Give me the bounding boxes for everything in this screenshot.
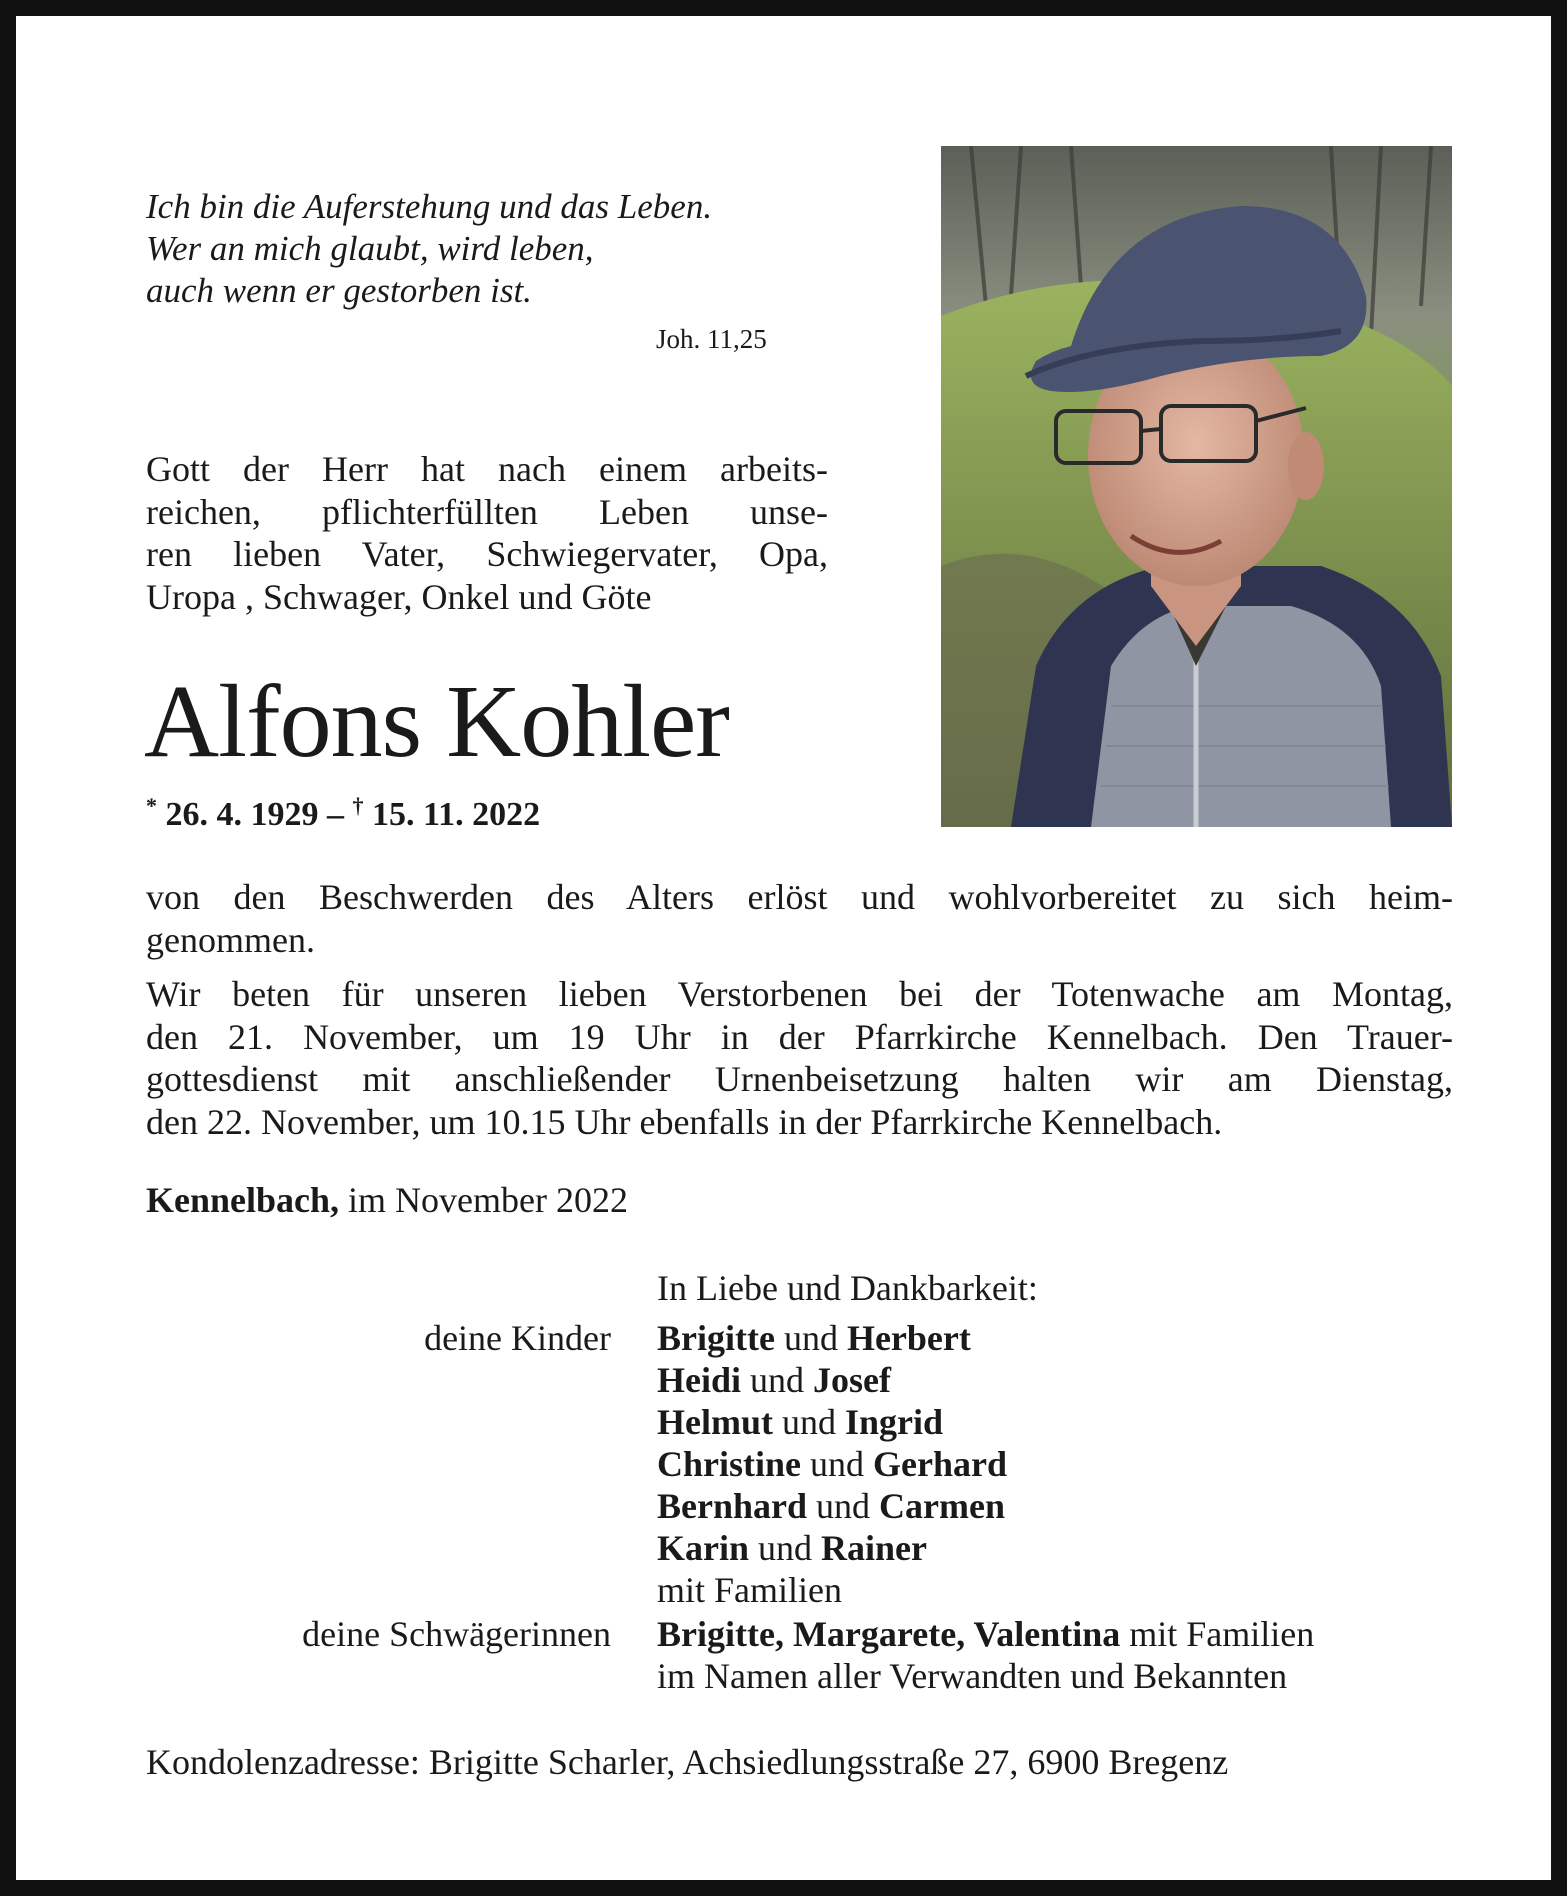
intro-line: reichen, pflichterfüllten Leben unse- <box>146 491 828 532</box>
child-name: Christine <box>657 1444 801 1484</box>
bible-verse <box>146 186 796 312</box>
partner-name: Gerhard <box>873 1444 1007 1484</box>
intro-line: ren lieben Vater, Schwiegervater, Opa, <box>146 534 828 574</box>
portrait-photo <box>941 146 1452 827</box>
children-suffix: mit Familien <box>657 1570 842 1610</box>
child-couple <box>657 1527 927 1569</box>
birth-date: 26. 4. 1929 <box>165 796 319 833</box>
child-name: Heidi <box>657 1360 742 1400</box>
place-date-text: im November 2022 <box>339 1180 628 1220</box>
paragraph-services <box>146 973 1453 1143</box>
inlaws-label: deine Schwägerinnen <box>302 1614 611 1654</box>
paragraph-line: den 22. November, um 10.15 Uhr ebenfalls in der Pfarrkirche Kennelbach. <box>146 1101 1223 1142</box>
verse-reference: Joh. 11,25 <box>656 324 767 354</box>
connector: und <box>774 1318 847 1358</box>
paragraph-line: Wir beten für unseren lieben Verstorbenen bei der Totenwache am Montag, <box>146 974 1453 1014</box>
death-symbol: † <box>352 793 364 818</box>
birth-symbol: * <box>146 793 157 818</box>
connector: und <box>741 1360 814 1400</box>
paragraph-redemption <box>146 876 1453 961</box>
verse-line: Wer an mich glaubt, wird leben, <box>146 229 594 268</box>
partner-name: Josef <box>813 1360 891 1400</box>
connector: und <box>749 1528 822 1568</box>
inlaws-suffix: mit Familien <box>1120 1614 1315 1654</box>
verse-line: auch wenn er gestorben ist. <box>146 271 532 310</box>
death-date: 15. 11. 2022 <box>372 796 541 833</box>
child-name: Bernhard <box>657 1486 808 1526</box>
paragraph-line: von den Beschwerden des Alters erlöst und wohlvorbereitet zu sich heim- <box>146 877 1453 917</box>
date-separator: – <box>318 796 353 833</box>
child-couple <box>657 1401 943 1443</box>
intro-paragraph <box>146 448 828 618</box>
paragraph-line: den 21. November, um 19 Uhr in der Pfarrkirche Kennelbach. Den Trauer- <box>146 1016 1453 1057</box>
inlaws-names <box>657 1613 1314 1655</box>
family-closing: im Namen aller Verwandten und Bekannten <box>657 1656 1288 1696</box>
place-date <box>146 1179 628 1221</box>
partner-name: Carmen <box>879 1486 1005 1526</box>
child-name: Helmut <box>657 1402 773 1442</box>
partner-name: Herbert <box>846 1318 971 1358</box>
child-couple <box>657 1317 971 1359</box>
partner-name: Ingrid <box>844 1402 944 1442</box>
life-dates <box>146 793 540 834</box>
paragraph-line: genommen. <box>146 919 315 960</box>
intro-line: Gott der Herr hat nach einem arbeits- <box>146 449 828 489</box>
intro-line: Uropa , Schwager, Onkel und Göte <box>146 576 652 617</box>
child-name: Brigitte <box>657 1318 775 1358</box>
paragraph-line: gottesdienst mit anschließender Urnenbeisetzung halten wir am Dienstag, <box>146 1059 1453 1099</box>
deceased-name: Alfons Kohler <box>144 664 729 779</box>
verse-line: Ich bin die Auferstehung und das Leben. <box>146 187 713 226</box>
inlaws-list: Brigitte, Margarete, Valentina <box>657 1614 1121 1654</box>
connector: und <box>772 1402 845 1442</box>
child-name: Karin <box>657 1528 750 1568</box>
child-couple <box>657 1443 1007 1485</box>
children-label: deine Kinder <box>424 1318 611 1358</box>
child-couple <box>657 1485 1005 1527</box>
child-couple <box>657 1359 891 1401</box>
partner-name: Rainer <box>821 1528 927 1568</box>
connector: und <box>801 1444 873 1484</box>
connector: und <box>807 1486 880 1526</box>
condolence-address: Kondolenzadresse: Brigitte Scharler, Achsiedlungsstraße 27, 6900 Bregenz <box>146 1742 1229 1782</box>
place-town: Kennelbach, <box>146 1180 340 1220</box>
family-heading: In Liebe und Dankbarkeit: <box>657 1268 1038 1308</box>
portrait-illustration <box>941 146 1452 827</box>
